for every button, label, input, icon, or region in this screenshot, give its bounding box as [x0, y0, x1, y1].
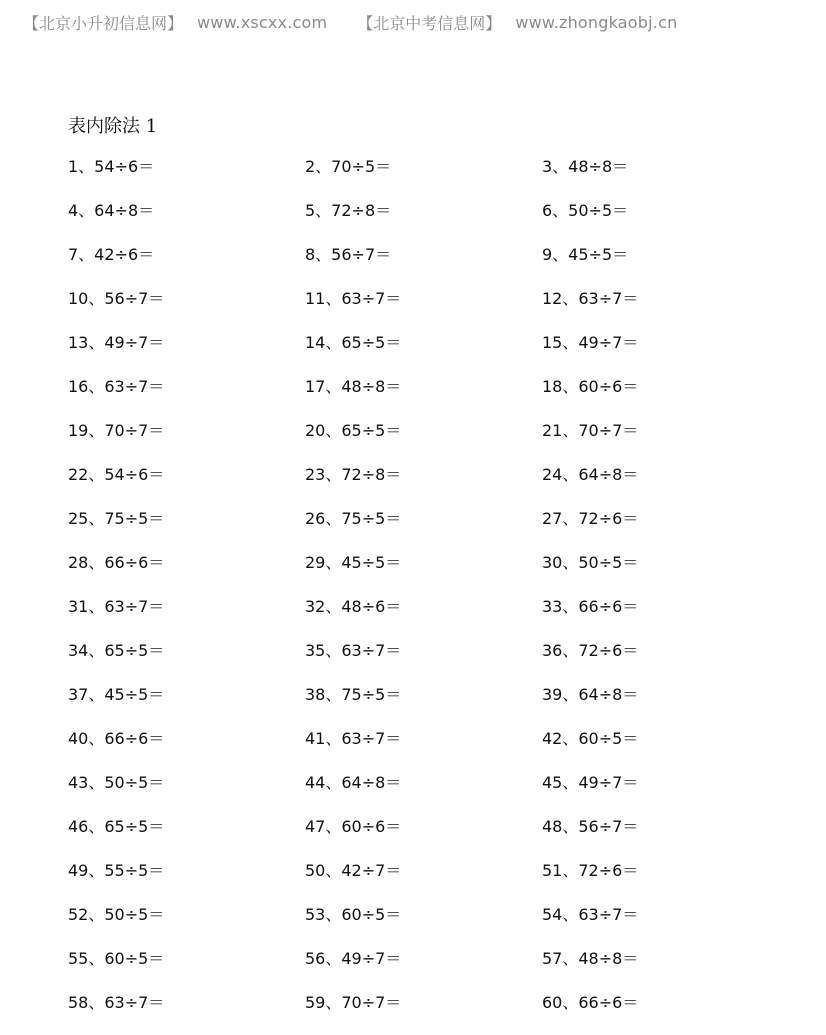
problem-item: 29、45÷5＝ — [305, 553, 402, 572]
problem-item: 39、64÷8＝ — [542, 685, 639, 704]
problem-item: 18、60÷6＝ — [542, 377, 639, 396]
problem-item: 26、75÷5＝ — [305, 509, 402, 528]
problem-item: 32、48÷6＝ — [305, 597, 402, 616]
problem-item: 38、75÷5＝ — [305, 685, 402, 704]
site1-url[interactable]: www.xscxx.com — [197, 12, 328, 32]
problem-item: 9、45÷5＝ — [542, 245, 629, 264]
problem-item: 20、65÷5＝ — [305, 421, 402, 440]
problem-item: 13、49÷7＝ — [68, 333, 165, 352]
problem-item: 36、72÷6＝ — [542, 641, 639, 660]
problem-item: 47、60÷6＝ — [305, 817, 402, 836]
problem-item: 34、65÷5＝ — [68, 641, 165, 660]
problem-item: 56、49÷7＝ — [305, 949, 402, 968]
problem-item: 40、66÷6＝ — [68, 729, 165, 748]
problem-item: 51、72÷6＝ — [542, 861, 639, 880]
problem-item: 17、48÷8＝ — [305, 377, 402, 396]
problem-item: 25、75÷5＝ — [68, 509, 165, 528]
problem-item: 57、48÷8＝ — [542, 949, 639, 968]
problem-item: 31、63÷7＝ — [68, 597, 165, 616]
problem-item: 10、56÷7＝ — [68, 289, 165, 308]
problem-item: 7、42÷6＝ — [68, 245, 155, 264]
problem-item: 41、63÷7＝ — [305, 729, 402, 748]
problem-item: 16、63÷7＝ — [68, 377, 165, 396]
problem-item: 35、63÷7＝ — [305, 641, 402, 660]
problem-item: 5、72÷8＝ — [305, 201, 392, 220]
problem-item: 8、56÷7＝ — [305, 245, 392, 264]
problem-item: 44、64÷8＝ — [305, 773, 402, 792]
problem-item: 55、60÷5＝ — [68, 949, 165, 968]
problem-item: 21、70÷7＝ — [542, 421, 639, 440]
problem-item: 2、70÷5＝ — [305, 157, 392, 176]
problem-item: 3、48÷8＝ — [542, 157, 629, 176]
problem-item: 1、54÷6＝ — [68, 157, 155, 176]
problem-item: 11、63÷7＝ — [305, 289, 402, 308]
problem-item: 43、50÷5＝ — [68, 773, 165, 792]
worksheet-title: 表内除法 1 — [68, 116, 158, 137]
problem-item: 33、66÷6＝ — [542, 597, 639, 616]
problem-item: 60、66÷6＝ — [542, 993, 639, 1012]
problem-item: 15、49÷7＝ — [542, 333, 639, 352]
problem-item: 50、42÷7＝ — [305, 861, 402, 880]
problem-item: 45、49÷7＝ — [542, 773, 639, 792]
problem-item: 42、60÷5＝ — [542, 729, 639, 748]
problem-grid — [68, 155, 788, 1035]
problem-item: 30、50÷5＝ — [542, 553, 639, 572]
site2-url[interactable]: www.zhongkaobj.cn — [515, 12, 678, 32]
page-header — [23, 10, 677, 34]
problem-item: 14、65÷5＝ — [305, 333, 402, 352]
problem-item: 58、63÷7＝ — [68, 993, 165, 1012]
problem-item: 49、55÷5＝ — [68, 861, 165, 880]
problem-item: 48、56÷7＝ — [542, 817, 639, 836]
problem-item: 46、65÷5＝ — [68, 817, 165, 836]
problem-item: 53、60÷5＝ — [305, 905, 402, 924]
problem-item: 22、54÷6＝ — [68, 465, 165, 484]
site2-name: 【北京中考信息网】 — [357, 13, 502, 33]
problem-item: 6、50÷5＝ — [542, 201, 629, 220]
problem-item: 19、70÷7＝ — [68, 421, 165, 440]
problem-item: 24、64÷8＝ — [542, 465, 639, 484]
problem-item: 27、72÷6＝ — [542, 509, 639, 528]
problem-item: 37、45÷5＝ — [68, 685, 165, 704]
problem-item: 59、70÷7＝ — [305, 993, 402, 1012]
problem-item: 4、64÷8＝ — [68, 201, 155, 220]
problem-item: 54、63÷7＝ — [542, 905, 639, 924]
problem-item: 52、50÷5＝ — [68, 905, 165, 924]
problem-item: 23、72÷8＝ — [305, 465, 402, 484]
site1-name: 【北京小升初信息网】 — [23, 13, 184, 33]
problem-item: 12、63÷7＝ — [542, 289, 639, 308]
problem-item: 28、66÷6＝ — [68, 553, 165, 572]
